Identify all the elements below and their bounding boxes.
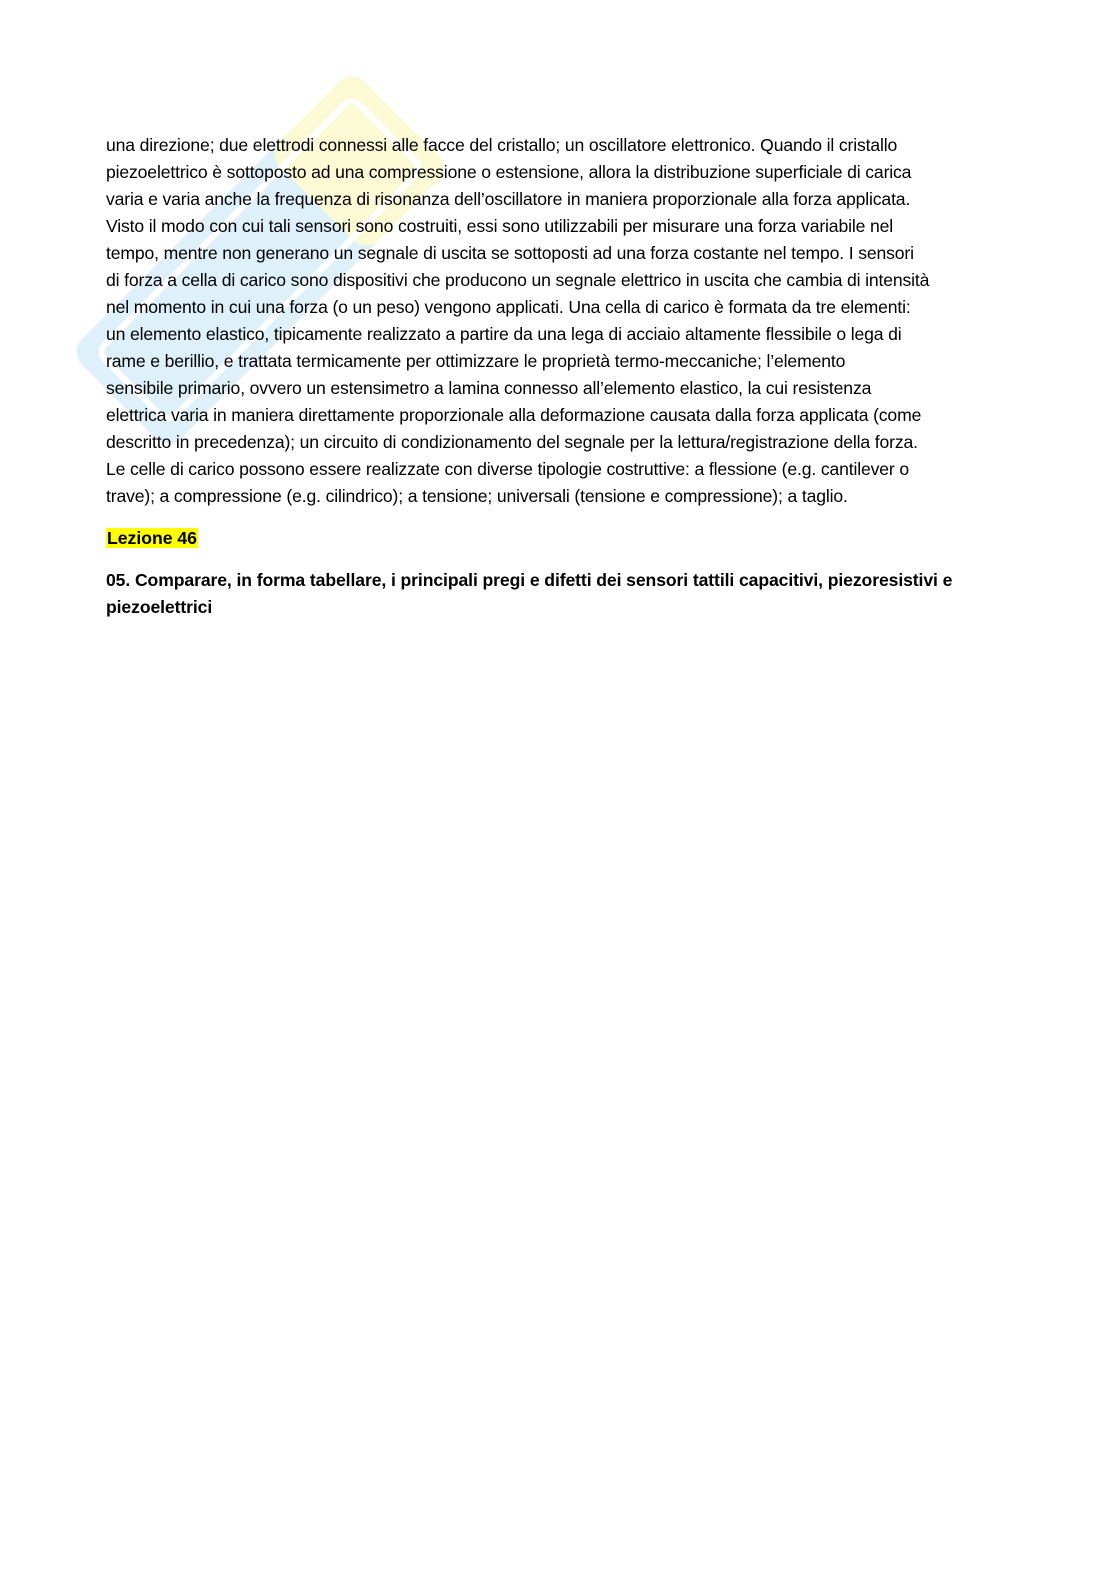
paragraph-line: una direzione; due elettrodi connessi alle facce del cristallo; un oscillatore elettronico. Quando il cristallo <box>106 135 898 155</box>
paragraph-line: nel momento in cui una forza (o un peso) vengono applicati. Una cella di carico è formata da tre elementi: <box>106 297 911 317</box>
paragraph-line: Visto il modo con cui tali sensori sono costruiti, essi sono utilizzabili per misurare una forza variabile nel <box>106 216 893 236</box>
page-content <box>106 132 1011 621</box>
lesson-heading-text: Lezione 46 <box>107 528 197 548</box>
question-heading <box>106 567 1006 621</box>
question-line: 05. Comparare, in forma tabellare, i principali pregi e difetti dei sensori tattili capacitivi, piezoresistivi e <box>106 570 953 590</box>
lesson-heading <box>106 525 1011 552</box>
question-line: piezoelettrici <box>106 597 213 617</box>
paragraph-line: elettrica varia in maniera direttamente proporzionale alla deformazione causata dalla forza applicata (come <box>106 405 922 425</box>
paragraph-line: tempo, mentre non generano un segnale di uscita se sottoposti ad una forza costante nel tempo. I sensori <box>106 243 914 263</box>
paragraph-line: di forza a cella di carico sono dispositivi che producono un segnale elettrico in uscita che cambia di intensità <box>106 270 930 290</box>
paragraph-line: piezoelettrico è sottoposto ad una compressione o estensione, allora la distribuzione superficiale di carica <box>106 162 912 182</box>
paragraph-line: trave); a compressione (e.g. cilindrico); a tensione; universali (tensione e compressione); a taglio. <box>106 486 848 506</box>
paragraph-line: sensibile primario, ovvero un estensimetro a lamina connesso all’elemento elastico, la cui resistenza <box>106 378 872 398</box>
paragraph-line: varia e varia anche la frequenza di risonanza dell’oscillatore in maniera proporzionale alla forza applicata. <box>106 189 911 209</box>
paragraph-line: Le celle di carico possono essere realizzate con diverse tipologie costruttive: a flessione (e.g. cantilever o <box>106 459 910 479</box>
body-paragraph <box>106 132 1011 510</box>
paragraph-line: un elemento elastico, tipicamente realizzato a partire da una lega di acciaio altamente flessibile o lega di <box>106 324 902 344</box>
paragraph-line: rame e berillio, e trattata termicamente per ottimizzare le proprietà termo-meccaniche; l’elemento <box>106 351 846 371</box>
paragraph-line: descritto in precedenza); un circuito di condizionamento del segnale per la lettura/registrazione della forza. <box>106 432 918 452</box>
